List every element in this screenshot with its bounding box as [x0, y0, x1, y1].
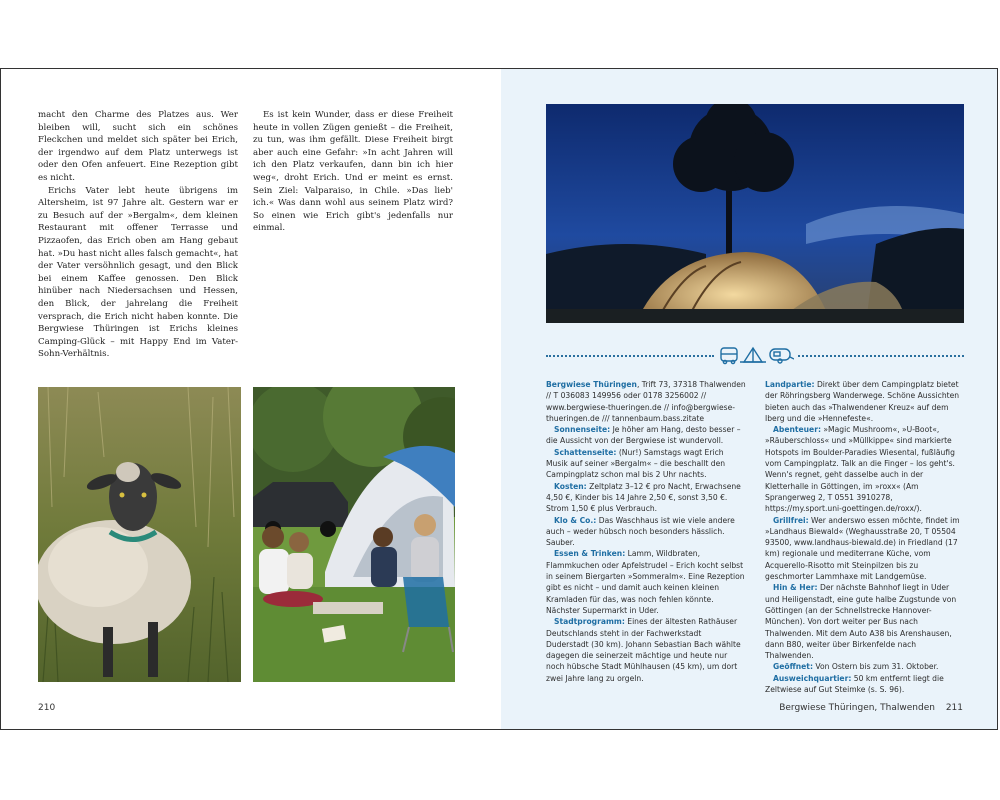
info-entry: Schattenseite: (Nur!) Samstags wagt Erich Musik auf seiner »Bergalm« – die beschallt den Campingplatz schon mal bis 2 Uhr nachts.: [546, 447, 726, 480]
camping-icons: [720, 345, 794, 365]
section-divider: [546, 348, 964, 362]
page-number-left: 210: [38, 703, 56, 713]
info-entry: Sonnenseite: Je höher am Hang, desto besser – die Aussicht von der Bergwiese ist wundervoll.: [546, 425, 741, 446]
info-entry: Essen & Trinken: Lamm, Wildbraten, Flammkuchen oder Apfelstrudel – Erich kocht selbst in seinem Biergarten »Sommeralm«. Eine Rezeption gibt es nicht – und damit auch keinen kleinen Kramladen für das, was noch fehlen könnte. Nächster Supermarkt in Uder.: [546, 549, 745, 615]
body-text-column-1: [38, 109, 238, 361]
info-column-left: [546, 379, 746, 684]
caravan-icon: [770, 349, 794, 363]
dotted-rule: [546, 355, 714, 357]
info-entry: Abenteuer: »Magic Mushroom«, »U-Boot«, »Räuberschloss« und »Müllkippe« sind markierte Hotspots im Boulder-Paradies Wiesental, fußläufig vom Campingplatz. Talk an die Finger – los geht's. Wenn's regnet, geht dasselbe auch in der Kletterhalle in Göttingen, im »roxx« (Am Sprangerweg 2, T 0551 3910278, https://my.sport.uni-goettingen.de/roxx/).: [765, 425, 955, 514]
camper-van-icon: [721, 348, 737, 364]
info-entry: Kosten: Zeltplatz 3–12 € pro Nacht, Erwachsene 4,50 €, Kinder bis 14 Jahre 2,50 €, sonst 3,50 €. Strom 1,50 € plus Verbrauch.: [546, 481, 741, 514]
info-entry: Klo & Co.: Das Waschhaus ist wie viele andere auch – weder hübsch noch besonders hässlich. Sauber.: [546, 515, 735, 548]
book-spread: [0, 68, 998, 730]
sheep-photo: [38, 387, 241, 682]
page-number-right: 211: [945, 703, 963, 713]
body-paragraph: macht den Charme des Platzes aus. Wer bleiben will, sucht sich ein schönes Fleckchen und meldet sich später bei Erich, der irgendwo auf dem Platz unterwegs ist oder den Ofen anfeuert. Eine Rezeption gibt es nicht.: [38, 110, 238, 183]
info-entry: Grillfrei: Wer anderswo essen möchte, findet im »Landhaus Biewald« (Weghausstraße 20, T 05504 93500, www.landhaus-biewald.de) in Friedland (17 km) regionale und mediterrane Küche, vom Acquerello-Risotto mit Steinpilzen bis zu geschmorter Lammhaxe mit Landgemüse.: [765, 515, 960, 582]
right-page: [501, 69, 997, 729]
left-page: [1, 69, 501, 729]
camping-photo: [253, 387, 455, 682]
info-entry: Bergwiese Thüringen, Trift 73, 37318 Thalwenden // T 036083 149956 oder 0178 3256002 // www.bergwiese-thueringen.de // info@bergwiese-thueringen.de /// tannenbaum.bass.zitate: [546, 380, 746, 423]
info-entry: Ausweichquartier: 50 km entfernt liegt die Zeltwiese auf Gut Steimke (s. S. 96).: [765, 673, 944, 695]
body-text-column-2: [253, 109, 453, 235]
info-column-right: [765, 379, 965, 695]
night-tent-photo: [546, 104, 964, 323]
info-entry: Landpartie: Direkt über dem Campingplatz bietet der Röhringsberg Wanderwege. Schöne Aussichten bieten auch das »Thalwendener Kreuz« auf dem Iberg und die »Hennefeste«.: [765, 380, 960, 423]
body-paragraph: Es ist kein Wunder, dass er diese Freiheit heute in vollen Zügen genießt – die Freiheit, zu tun, was ihm gefällt. Diese Freiheit birgt aber auch eine Gefahr: »In acht Jahren will ich den Platz verkaufen, dann bin ich hier weg«, droht Erich. Und er meint es ernst. Sein Ziel: Valparaiso, in Chile. »Das lieb' ich.« Was dann wohl aus seinem Platz wird? So einen wie Erich gibt's jedenfalls nur einmal.: [253, 110, 453, 234]
running-footer: [779, 703, 963, 713]
info-entry: Hin & Her: Der nächste Bahnhof liegt in Uder und Heiligenstadt, eine gute halbe Zugstunde von Göttingen (an der Schnellstrecke Hannover-München). Von dort weiter per Bus nach Thalwenden. Mit dem Auto A38 bis Arenshausen, dann B80, weiter über Birkenfelde nach Thalwenden.: [765, 583, 957, 661]
body-paragraph: Erichs Vater lebt heute übrigens im Altersheim, ist 97 Jahre alt. Gestern war er zu Besuch auf der »Bergalm«, dem kleinen Restaurant mit offener Terrasse und Pizzaofen, das Erich oben am Hang gebaut hat. »Du hast nicht alles falsch gemacht«, hat der Vater versöhnlich gesagt, und den Blick bei einem Kaffee genossen. Den Blick hinüber nach Niedersachsen und Hessen, den Blick, der jahrelang die Freiheit versprach, die Erich nicht haben konnte. Die Bergwiese Thüringen ist Erichs kleines Camping-Glück – mit Happy End im Vater-Sohn-Verhältnis.: [38, 185, 238, 360]
info-entry: Stadtprogramm: Eines der ältesten Rathäuser Deutschlands steht in der Fachwerkstadt Duderstadt (30 km). Johann Sebastian Bach wählte dagegen die seinerzeit mächtige und heute nur noch hübsche Stadt Mühlhausen (45 km), um dort zwei Jahre lang zu orgeln.: [546, 617, 741, 683]
info-entry: Geöffnet: Von Ostern bis zum 31. Oktober.: [773, 662, 939, 672]
tent-icon: [740, 348, 766, 362]
dotted-rule: [798, 355, 964, 357]
footer-label: Bergwiese Thüringen, Thalwenden: [779, 703, 935, 713]
